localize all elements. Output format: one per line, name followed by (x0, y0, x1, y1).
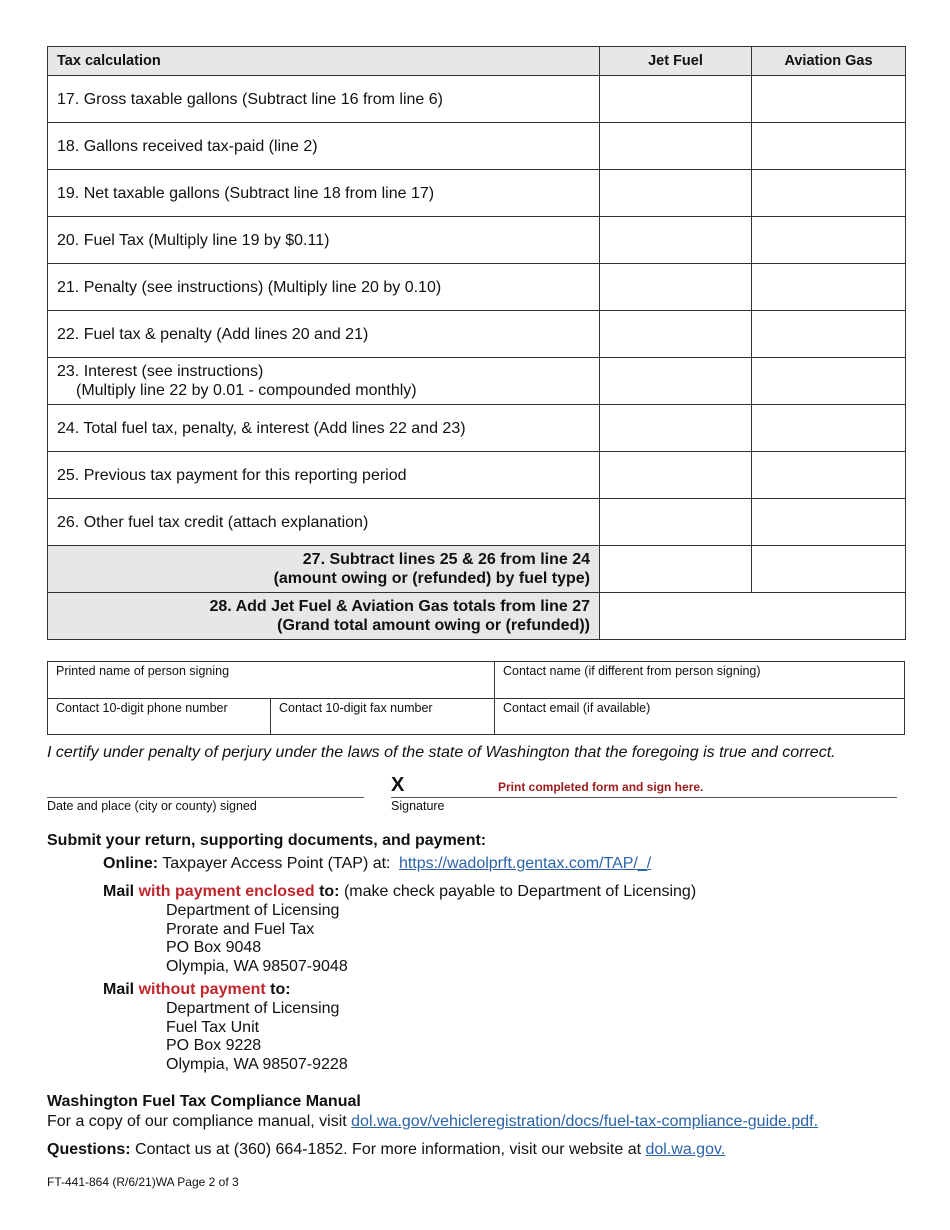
manual-heading: Washington Fuel Tax Compliance Manual (47, 1093, 361, 1110)
line-25-aviation-gas-field[interactable] (752, 452, 906, 499)
line-24-label: 24. Total fuel tax, penalty, & interest (Add lines 22 and 23) (48, 405, 600, 452)
contact-row-1 (48, 662, 905, 699)
line-23-label-main: 23. Interest (see instructions) (57, 363, 264, 380)
payment-address (166, 902, 348, 976)
table-row-28 (48, 593, 906, 640)
printed-name-field[interactable] (48, 662, 495, 699)
signature-label: Signature (391, 799, 445, 813)
line-23-jet-fuel-field[interactable] (600, 358, 752, 405)
line-23-label (48, 358, 600, 405)
fax-field[interactable] (271, 699, 495, 735)
line-18-label: 18. Gallons received tax-paid (line 2) (48, 123, 600, 170)
date-place-label: Date and place (city or county) signed (47, 799, 257, 813)
printed-name-label: Printed name of person signing (56, 664, 230, 678)
header-tax-calculation: Tax calculation (48, 47, 600, 76)
address-line: Department of Licensing (166, 902, 340, 919)
table-row-21 (48, 264, 906, 311)
mail-with-payment (103, 883, 696, 901)
phone-field[interactable] (48, 699, 271, 735)
line-28-label (48, 593, 600, 640)
manual-description: For a copy of our compliance manual, visit (47, 1113, 347, 1130)
contact-name-label: Contact name (if different from person signing) (503, 664, 761, 678)
line-28-label-sub: (Grand total amount owing or (refunded)) (277, 617, 590, 634)
table-row-19 (48, 170, 906, 217)
online-text: Taxpayer Access Point (TAP) at: (162, 855, 391, 872)
line-19-label: 19. Net taxable gallons (Subtract line 18 from line 17) (48, 170, 600, 217)
table-row-25 (48, 452, 906, 499)
email-label: Contact email (if available) (503, 701, 651, 715)
questions-line (47, 1141, 725, 1159)
line-27-aviation-gas-field[interactable] (752, 546, 906, 593)
line-17-jet-fuel-field[interactable] (600, 76, 752, 123)
phone-label: Contact 10-digit phone number (56, 701, 228, 715)
print-sign-note: Print completed form and sign here. (498, 780, 704, 794)
tap-link[interactable]: https://wadolprft.gentax.com/TAP/_/ (398, 855, 652, 872)
contact-info-table (47, 661, 905, 735)
line-25-jet-fuel-field[interactable] (600, 452, 752, 499)
table-row-24 (48, 405, 906, 452)
line-19-aviation-gas-field[interactable] (752, 170, 906, 217)
address-line: Prorate and Fuel Tax (166, 920, 315, 938)
line-28-grand-total-field[interactable] (600, 593, 906, 640)
check-payable-note: (make check payable to Department of Licensing) (343, 883, 697, 900)
questions-text: Contact us at (360) 664-1852. For more information, visit our website at (135, 1141, 642, 1158)
line-24-jet-fuel-field[interactable] (600, 405, 752, 452)
manual-link[interactable]: dol.wa.gov/vehicleregistration/docs/fuel-tax-compliance-guide.pdf. (351, 1113, 819, 1130)
line-25-label: 25. Previous tax payment for this reporting period (48, 452, 600, 499)
line-22-jet-fuel-field[interactable] (600, 311, 752, 358)
with-payment-text: with payment enclosed (138, 883, 315, 900)
questions-label: Questions: (47, 1141, 131, 1158)
online-label: Online: (103, 855, 159, 872)
line-26-label: 26. Other fuel tax credit (attach explanation) (48, 499, 600, 546)
line-23-label-sub: (Multiply line 22 by 0.01 - compounded monthly) (76, 382, 417, 399)
line-17-aviation-gas-field[interactable] (752, 76, 906, 123)
line-22-aviation-gas-field[interactable] (752, 311, 906, 358)
address-line: Olympia, WA 98507-9228 (166, 1055, 348, 1073)
contact-row-2 (48, 699, 905, 735)
line-23-aviation-gas-field[interactable] (752, 358, 906, 405)
line-27-label (48, 546, 600, 593)
tax-calculation-table (47, 46, 906, 640)
fax-label: Contact 10-digit fax number (279, 701, 433, 715)
header-aviation-gas: Aviation Gas (752, 47, 906, 76)
line-22-label: 22. Fuel tax & penalty (Add lines 20 and 21) (48, 311, 600, 358)
table-row-22 (48, 311, 906, 358)
line-19-jet-fuel-field[interactable] (600, 170, 752, 217)
mail-label: Mail (103, 883, 135, 900)
to-label: to: (270, 981, 291, 998)
contact-name-field[interactable] (495, 662, 905, 699)
address-line: Olympia, WA 98507-9048 (166, 957, 348, 975)
table-row-20 (48, 217, 906, 264)
line-27-label-main: 27. Subtract lines 25 & 26 from line 24 (302, 551, 590, 568)
table-row-18 (48, 123, 906, 170)
form-footer: FT-441-864 (R/6/21)WA Page 2 of 3 (47, 1175, 239, 1189)
mail-without-payment (103, 981, 291, 999)
without-payment-text: without payment (138, 981, 266, 998)
table-row-17 (48, 76, 906, 123)
address-line: Fuel Tax Unit (166, 1018, 260, 1036)
line-26-aviation-gas-field[interactable] (752, 499, 906, 546)
certification-statement: I certify under penalty of perjury under the laws of the state of Washington that the foregoing is true and correct. (47, 744, 836, 761)
signature-x-mark: X (391, 774, 405, 796)
online-submission (103, 855, 651, 873)
website-link[interactable]: dol.wa.gov. (645, 1141, 726, 1158)
line-20-aviation-gas-field[interactable] (752, 217, 906, 264)
mail-label: Mail (103, 981, 135, 998)
table-header-row (48, 47, 906, 76)
line-28-label-main: 28. Add Jet Fuel & Aviation Gas totals from line 27 (209, 598, 590, 615)
table-row-26 (48, 499, 906, 546)
line-18-aviation-gas-field[interactable] (752, 123, 906, 170)
line-18-jet-fuel-field[interactable] (600, 123, 752, 170)
address-line: Department of Licensing (166, 1000, 340, 1017)
submit-heading: Submit your return, supporting documents, and payment: (47, 832, 487, 849)
table-row-27 (48, 546, 906, 593)
line-27-label-sub: (amount owing or (refunded) by fuel type) (273, 570, 590, 587)
line-21-jet-fuel-field[interactable] (600, 264, 752, 311)
date-place-field[interactable] (47, 797, 364, 798)
line-17-label: 17. Gross taxable gallons (Subtract line 16 from line 6) (48, 76, 600, 123)
line-21-aviation-gas-field[interactable] (752, 264, 906, 311)
line-26-jet-fuel-field[interactable] (600, 499, 752, 546)
line-20-label: 20. Fuel Tax (Multiply line 19 by $0.11) (48, 217, 600, 264)
table-row-23 (48, 358, 906, 405)
to-label: to: (319, 883, 340, 900)
line-24-aviation-gas-field[interactable] (752, 405, 906, 452)
header-jet-fuel: Jet Fuel (600, 47, 752, 76)
no-payment-address (166, 1000, 348, 1074)
line-21-label: 21. Penalty (see instructions) (Multiply line 20 by 0.10) (48, 264, 600, 311)
manual-text (47, 1113, 818, 1131)
signature-field[interactable] (391, 797, 897, 798)
line-27-jet-fuel-field[interactable] (600, 546, 752, 593)
address-line: PO Box 9228 (166, 1037, 262, 1055)
line-20-jet-fuel-field[interactable] (600, 217, 752, 264)
email-field[interactable] (495, 699, 905, 735)
address-line: PO Box 9048 (166, 939, 262, 957)
